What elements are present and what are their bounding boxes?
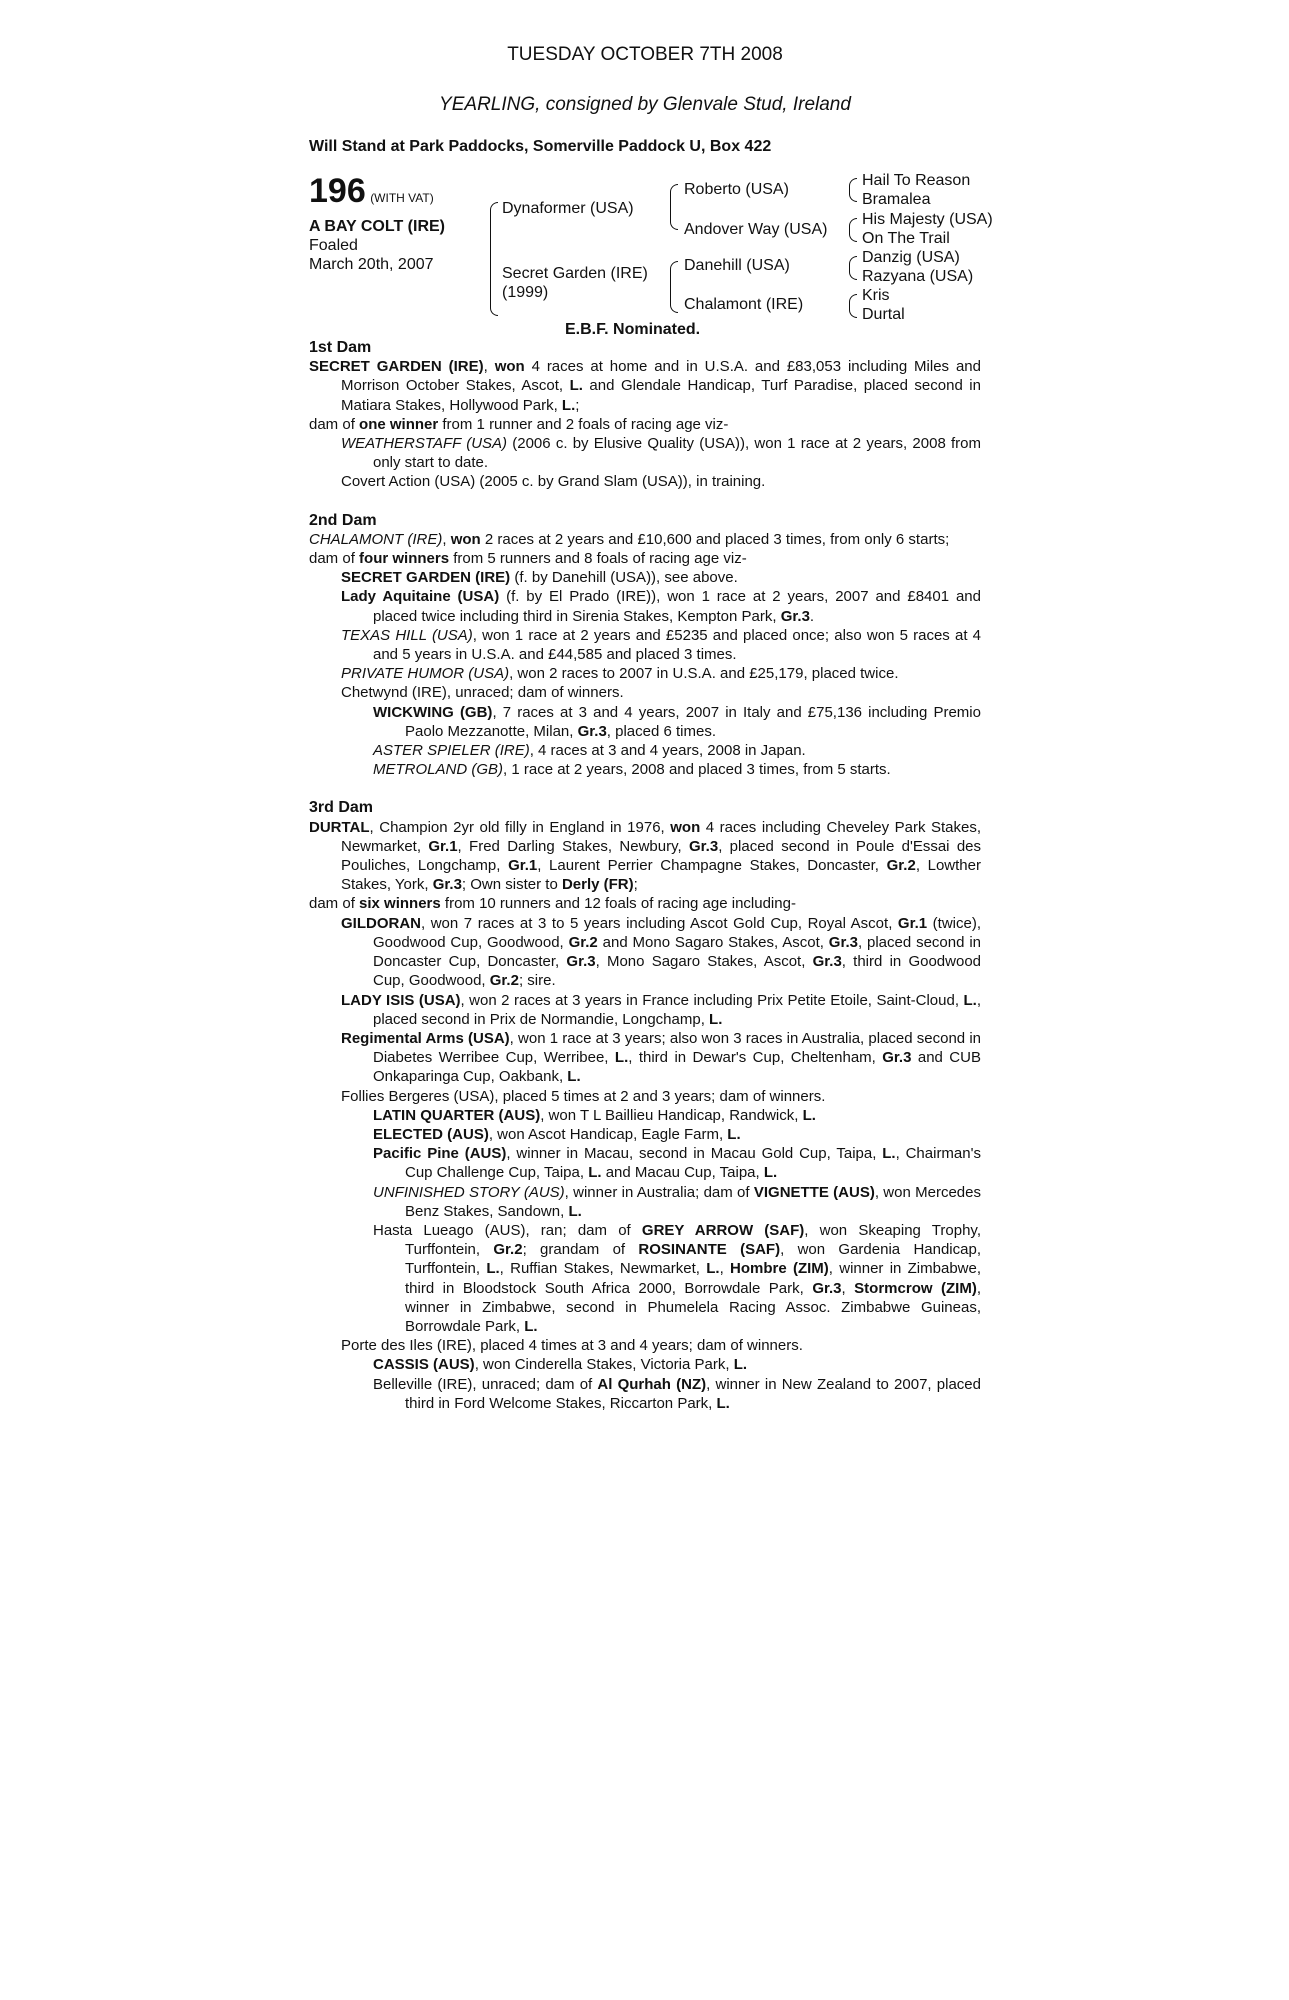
consignor-line: YEARLING, consigned by Glenvale Stud, Ireland: [439, 94, 851, 115]
second-dam-section: [309, 511, 981, 780]
produce-entry: GILDORAN, won 7 races at 3 to 5 years including Ascot Gold Cup, Royal Ascot, Gr.1 (twice), Goodwood Cup, Goodwood, Gr.2 and Mono Sagaro Stakes, Ascot, Gr.3, placed second in Doncaster Cup, Doncaster, Gr.3, Mono Sagaro Stakes, Ascot, Gr.3, third in Goodwood Cup, Goodwood, Gr.2; sire.: [341, 914, 982, 990]
dam-sire: Danehill (USA): [684, 257, 790, 274]
pedigree-table: [309, 172, 993, 338]
ebf-nominated: E.B.F. Nominated.: [565, 321, 701, 338]
produce-entry: Chetwynd (IRE), unraced; dam of winners.: [341, 684, 624, 702]
section-title: 1st Dam: [309, 339, 372, 356]
foaled-label: Foaled: [309, 237, 358, 254]
sire-parents-bracket: [670, 184, 678, 230]
produce-entry: PRIVATE HUMOR (USA), won 2 races to 2007 in U.S.A. and £25,179, placed twice.: [341, 665, 899, 683]
first-dam-section: [309, 338, 981, 492]
produce-entry: Lady Aquitaine (USA) (f. by El Prado (IRE)), won 1 race at 2 years, 2007 and £8401 and placed twice including third in Sirenia Stakes, Kempton Park, Gr.3.: [341, 588, 981, 625]
produce-entry: SECRET GARDEN (IRE) (f. by Danehill (USA)), see above.: [341, 569, 738, 587]
sd-sire: His Majesty (USA): [862, 211, 993, 228]
ds-sire: Danzig (USA): [862, 249, 960, 266]
dam-of-summary: dam of one winner from 1 runner and 2 foals of racing age viz-: [309, 415, 729, 433]
section-title: 2nd Dam: [309, 511, 377, 529]
sd-bracket: [849, 218, 857, 242]
produce-entry: Belleville (IRE), unraced; dam of Al Qurhah (NZ), winner in New Zealand to 2007, placed third in Ford Welcome Stakes, Riccarton Park, L.: [373, 1375, 981, 1412]
ss-dam: Bramalea: [862, 191, 931, 208]
dam-parents-bracket: [670, 261, 678, 313]
produce-entry: LATIN QUARTER (AUS), won T L Baillieu Handicap, Randwick, L.: [373, 1106, 816, 1124]
produce-entry: CASSIS (AUS), won Cinderella Stakes, Victoria Park, L.: [373, 1356, 748, 1374]
dam-record: SECRET GARDEN (IRE), won 4 races at home and in U.S.A. and £83,053 including Miles and Morrison October Stakes, Ascot, L. and Glendale Handicap, Turf Paradise, placed second in Matiara Stakes, Hollywood Park, L.;: [309, 358, 981, 414]
dam-record: DURTAL, Champion 2yr old filly in England in 1976, won 4 races including Cheveley Park Stakes, Newmarket, Gr.1, Fred Darling Stakes, Newbury, Gr.3, placed second in Poule d'Essai des Pouliches, Longchamp, Gr.1, Laurent Perrier Champagne Stakes, Doncaster, Gr.2, Lowther Stakes, York, Gr.3; Own sister to Derly (FR);: [309, 818, 982, 894]
produce-entry: LADY ISIS (USA), won 2 races at 3 years in France including Prix Petite Etoile, Saint-Cloud, L., placed second in Prix de Normandie, Longchamp, L.: [341, 991, 981, 1028]
dam: Secret Garden (IRE): [502, 265, 648, 282]
produce-entry: Follies Bergeres (USA), placed 5 times at 2 and 3 years; dam of winners.: [341, 1087, 826, 1105]
sale-date: TUESDAY OCTOBER 7TH 2008: [507, 44, 783, 65]
foaled-date: March 20th, 2007: [309, 256, 434, 273]
produce-entry: TEXAS HILL (USA), won 1 race at 2 years and £5235 and placed once; also won 5 races at 4 and 5 years in U.S.A. and £44,585 and placed 3 times.: [341, 626, 982, 664]
sire: Dynaformer (USA): [502, 200, 634, 217]
sire-sire: Roberto (USA): [684, 181, 789, 198]
dam-dam: Chalamont (IRE): [684, 296, 804, 313]
produce-entry: Pacific Pine (AUS), winner in Macau, second in Macau Gold Cup, Taipa, L., Chairman's Cup Challenge Cup, Taipa, L. and Macau Cup, Taipa, L.: [373, 1145, 981, 1182]
lot-number: 196: [309, 172, 366, 210]
dd-bracket: [849, 294, 857, 318]
dam-name: SECRET GARDEN (IRE): [309, 358, 484, 376]
dam-year: (1999): [502, 284, 549, 301]
produce-entry: WEATHERSTAFF (USA) (2006 c. by Elusive Quality (USA)), won 1 race at 2 years, 2008 from only start to date.: [341, 435, 981, 472]
ss-bracket: [849, 178, 857, 202]
dam-of-summary: dam of four winners from 5 runners and 8 foals of racing age viz-: [309, 550, 747, 568]
produce-entry: METROLAND (GB), 1 race at 2 years, 2008 and placed 3 times, from 5 starts.: [373, 761, 891, 779]
produce-entry: UNFINISHED STORY (AUS), winner in Australia; dam of VIGNETTE (AUS), won Mercedes Benz Stakes, Sandown, L.: [373, 1183, 981, 1220]
produce-entry: Hasta Lueago (AUS), ran; dam of GREY ARROW (SAF), won Skeaping Trophy, Turffontein, Gr.2; grandam of ROSINANTE (SAF), won Gardenia Handicap, Turffontein, L., Ruffian Stakes, Newmarket, L., Hombre (ZIM), winner in Zimbabwe, third in Bloodstock South Africa 2000, Borrowdale Park, Gr.3, Stormcrow (ZIM), winner in Zimbabwe, second in Phumelela Racing Assoc. Zimbabwe Guineas, Borrowdale Park, L.: [373, 1221, 981, 1335]
ds-dam: Razyana (USA): [862, 268, 974, 285]
produce-entry: Regimental Arms (USA), won 1 race at 3 years; also won 3 races in Australia, placed second in Diabetes Werribee Cup, Werribee, L., third in Dewar's Cup, Cheltenham, Gr.3 and CUB Onkaparinga Cup, Oakbank, L.: [341, 1029, 981, 1086]
catalogue-page: [309, 40, 993, 1413]
catalogue-body: [309, 338, 981, 1413]
lot-number-block: [309, 174, 434, 208]
dam-record: CHALAMONT (IRE), won 2 races at 2 years and £10,600 and placed 3 times, from only 6 starts;: [309, 530, 950, 548]
sire-dam: Andover Way (USA): [684, 221, 828, 238]
sd-dam: On The Trail: [862, 230, 950, 247]
ds-bracket: [849, 256, 857, 280]
dd-sire: Kris: [862, 287, 890, 304]
section-title: 3rd Dam: [309, 799, 374, 817]
third-dam-section: [309, 798, 981, 1413]
produce-entry: ASTER SPIELER (IRE), 4 races at 3 and 4 years, 2008 in Japan.: [373, 742, 806, 760]
dam-of-summary: dam of six winners from 10 runners and 12 foals of racing age including-: [309, 895, 796, 913]
produce-entry: ELECTED (AUS), won Ascot Handicap, Eagle Farm, L.: [373, 1125, 741, 1143]
produce-entry: Covert Action (USA) (2005 c. by Grand Slam (USA)), in training.: [341, 473, 766, 491]
produce-entry: Porte des Iles (IRE), placed 4 times at 3 and 4 years; dam of winners.: [341, 1337, 803, 1355]
ss-sire: Hail To Reason: [862, 172, 971, 189]
produce-entry: WICKWING (GB), 7 races at 3 and 4 years, 2007 in Italy and £75,136 including Premio Paolo Mezzanotte, Milan, Gr.3, placed 6 times.: [373, 703, 981, 740]
dd-dam: Durtal: [862, 306, 905, 323]
stand-location: Will Stand at Park Paddocks, Somerville Paddock U, Box 422: [309, 138, 772, 155]
sire-dam-bracket: [490, 202, 498, 316]
vat-note: (WITH VAT): [370, 191, 434, 205]
lot-name: A BAY COLT (IRE): [309, 218, 446, 235]
